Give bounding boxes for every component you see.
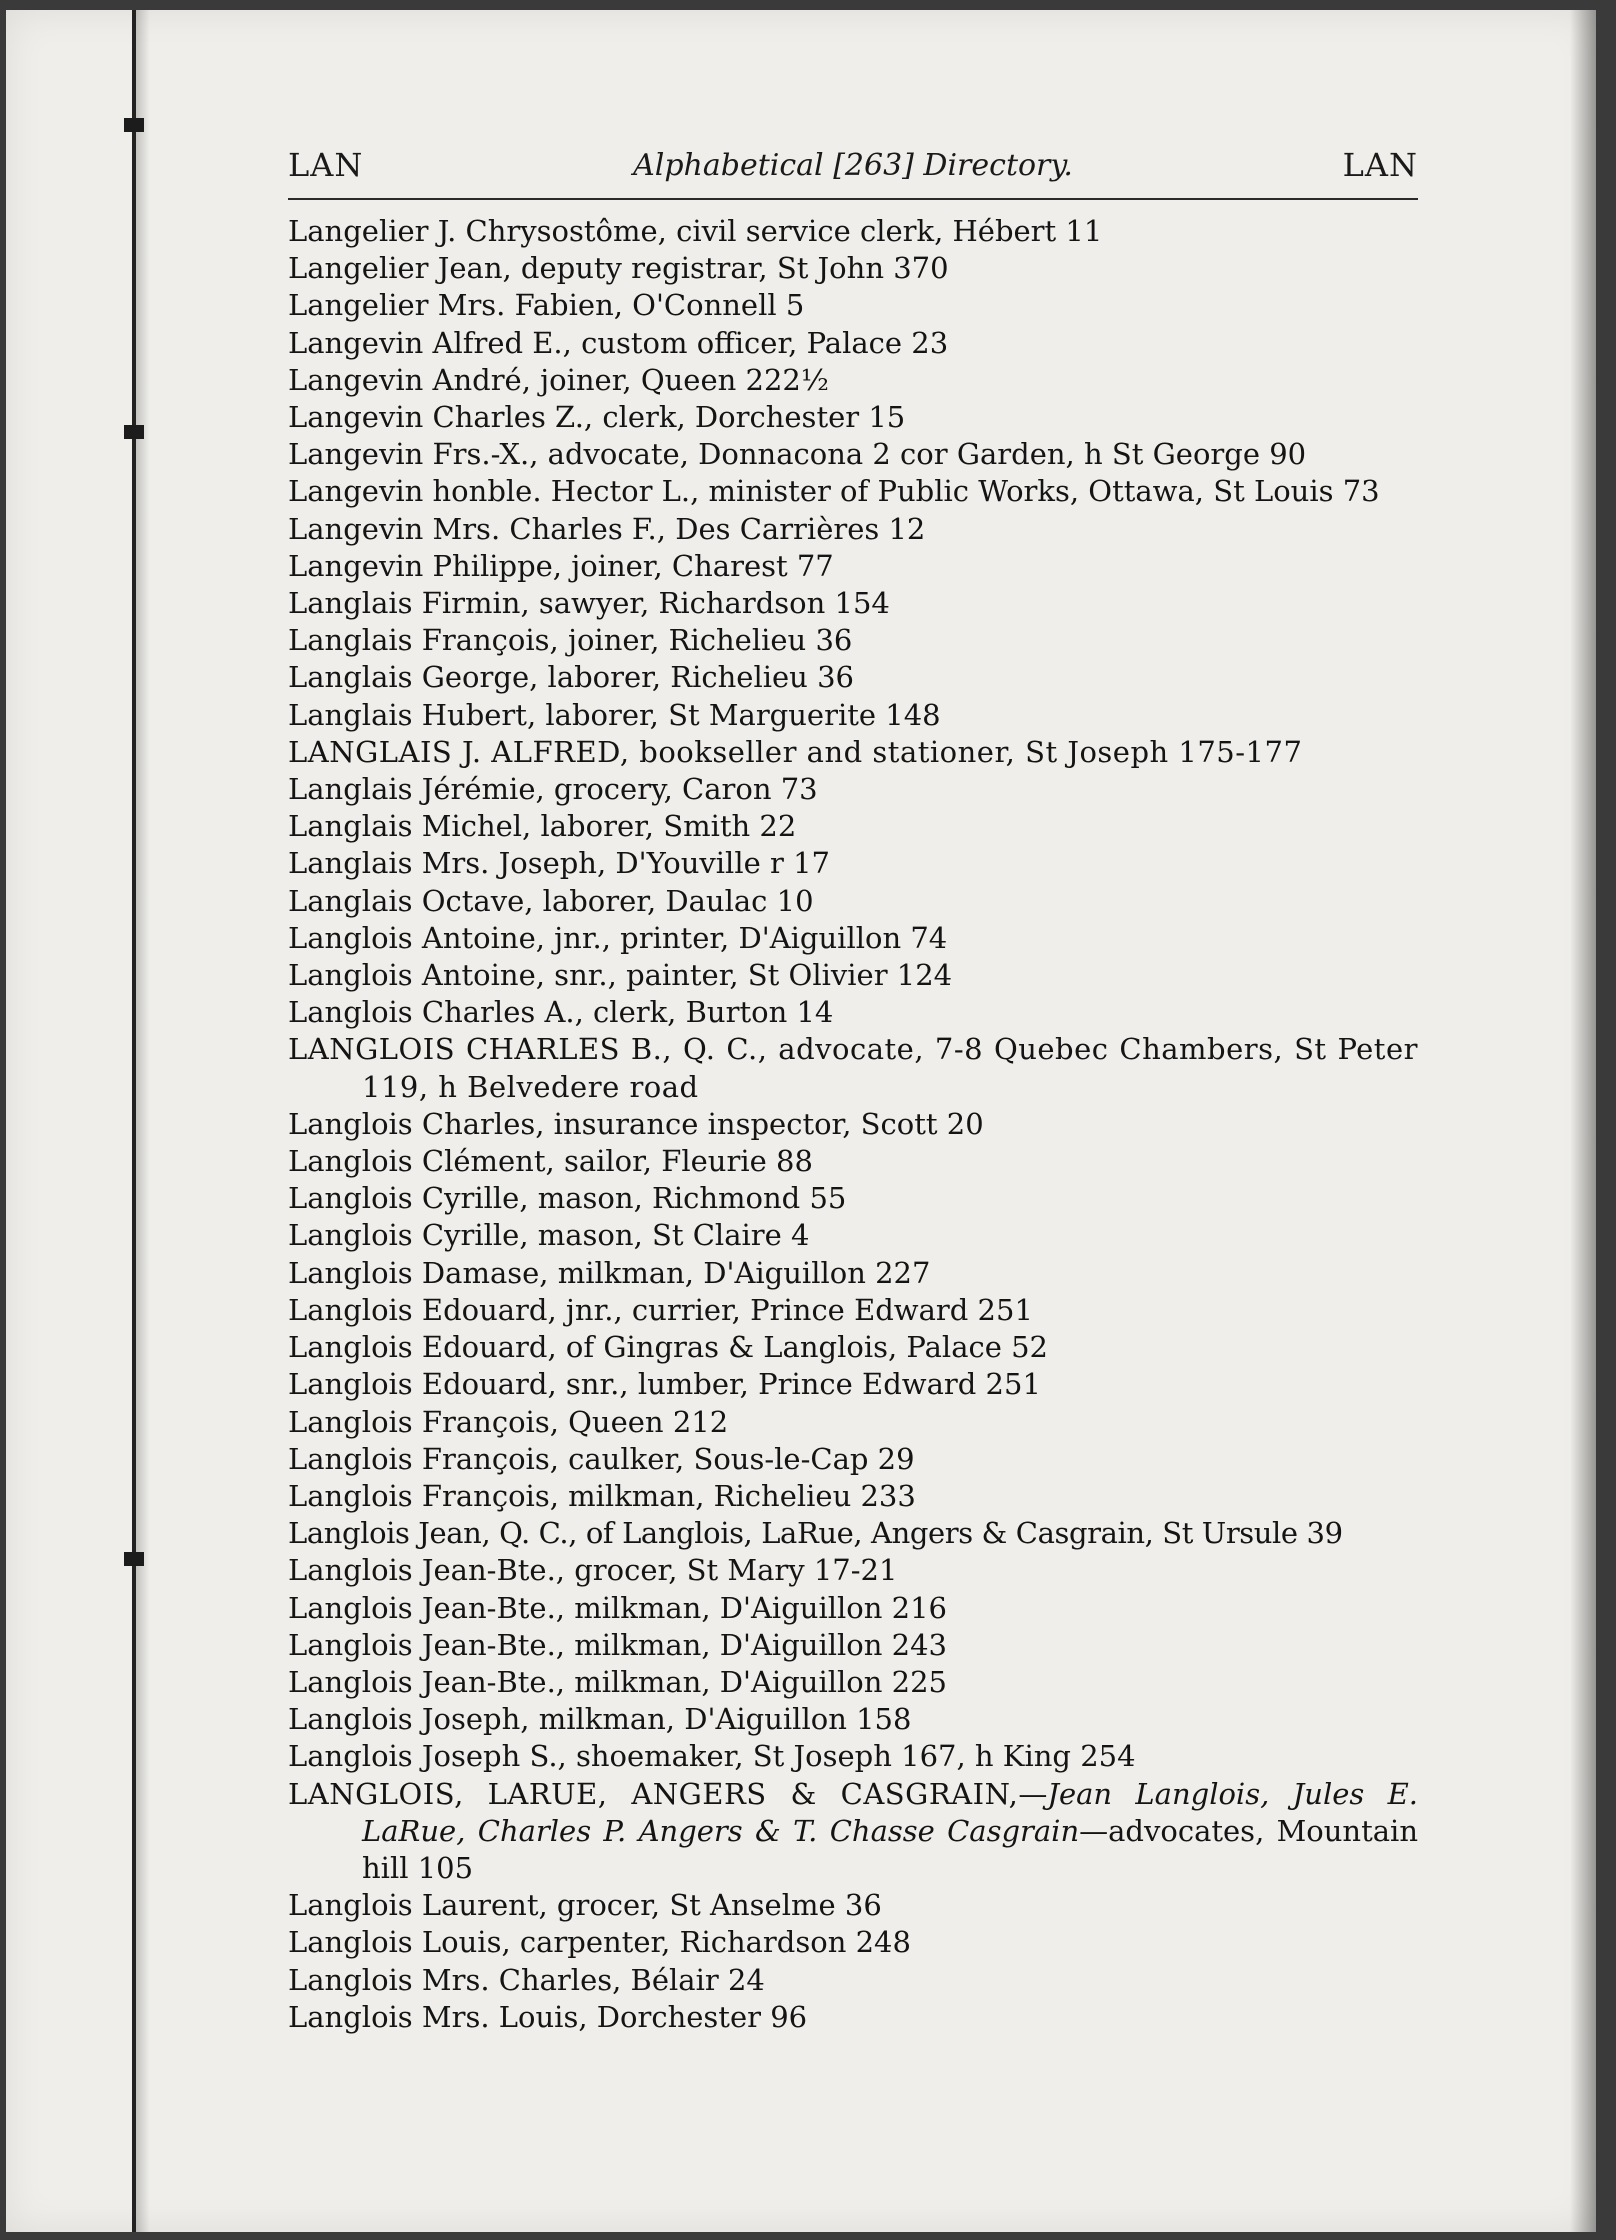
directory-entry: Langlois Edouard, jnr., currier, Prince Edward 251: [288, 1292, 1033, 1327]
directory-entry: Langlais George, laborer, Richelieu 36: [288, 660, 854, 695]
binding-stitch: [124, 118, 144, 132]
directory-entry: LANGLAIS J. ALFRED, bookseller and stationer, St Joseph 175-177: [288, 734, 1303, 769]
header-left-guide: LAN: [288, 146, 364, 184]
firm-dash: —: [1079, 1813, 1109, 1848]
directory-entry: Langelier J. Chrysostôme, civil service clerk, Hébert 11: [288, 214, 1103, 248]
directory-entry: Langevin Mrs. Charles F., Des Carrières 12: [288, 511, 926, 546]
directory-entry: Langlois Jean-Bte., milkman, D'Aiguillon 225: [288, 1664, 947, 1699]
firm-entry: [288, 1776, 1418, 1888]
directory-entry: Langlois Louis, carpenter, Richardson 248: [288, 1925, 911, 1960]
directory-entry: Langlois Damase, milkman, D'Aiguillon 227: [288, 1255, 931, 1290]
directory-entry: Langlois Edouard, of Gingras & Langlois, Palace 52: [288, 1330, 1049, 1365]
directory-entry: Langlois Joseph, milkman, D'Aiguillon 158: [288, 1702, 912, 1737]
directory-entry: Langlais Mrs. Joseph, D'Youville r 17: [288, 846, 830, 881]
directory-entry: LANGLOIS CHARLES B., Q. C., advocate, 7-8 Quebec Chambers, St Peter 119, h Belvedere road: [288, 1032, 1418, 1104]
directory-entry: Langevin Charles Z., clerk, Dorchester 15: [288, 400, 906, 435]
directory-entry: Langlois Antoine, snr., painter, St Olivier 124: [288, 958, 953, 993]
directory-page: [6, 10, 1596, 2232]
directory-entry: Langlois Mrs. Louis, Dorchester 96: [288, 1999, 808, 2034]
directory-entry: Langlais Hubert, laborer, St Marguerite 148: [288, 697, 941, 732]
header-rule: [288, 198, 1418, 200]
directory-entry: Langlais Michel, laborer, Smith 22: [288, 809, 797, 844]
directory-entry: Langlois Charles, insurance inspector, Scott 20: [288, 1106, 984, 1141]
directory-entry: Langlois Cyrille, mason, St Claire 4: [288, 1218, 810, 1253]
directory-entry: Langelier Mrs. Fabien, O'Connell 5: [288, 288, 805, 323]
directory-entry: Langlais Jérémie, grocery, Caron 73: [288, 772, 818, 807]
directory-entry: Langlais Octave, laborer, Daulac 10: [288, 883, 814, 918]
binding-stitch: [124, 1552, 144, 1566]
directory-entry: Langevin honble. Hector L., minister of Public Works, Ottawa, St Louis 73: [288, 474, 1380, 509]
directory-entry: Langlais François, joiner, Richelieu 36: [288, 623, 853, 658]
firm-details: advocates, Mountain hill 105: [362, 1813, 1418, 1885]
directory-entry: Langlois Cyrille, mason, Richmond 55: [288, 1181, 847, 1216]
directory-entry: Langlois Joseph S., shoemaker, St Joseph 167, h King 254: [288, 1739, 1136, 1774]
directory-entry: Langlois François, caulker, Sous-le-Cap 29: [288, 1441, 915, 1476]
directory-entry: Langelier Jean, deputy registrar, St John 370: [288, 251, 949, 286]
running-header: [288, 146, 1418, 194]
firm-name: LANGLOIS, LARUE, ANGERS & CASGRAIN,: [288, 1776, 1019, 1811]
directory-entry: Langevin Philippe, joiner, Charest 77: [288, 548, 834, 583]
directory-entry: Langlois Edouard, snr., lumber, Prince Edward 251: [288, 1367, 1041, 1402]
directory-entry: Langlois Jean-Bte., grocer, St Mary 17-21: [288, 1553, 898, 1588]
header-right-guide: LAN: [1342, 146, 1418, 184]
directory-entry: Langlois Jean-Bte., milkman, D'Aiguillon 243: [288, 1627, 947, 1662]
binding-shadow: [136, 10, 150, 2232]
binding-stitch: [124, 425, 144, 439]
directory-entry: Langlois Laurent, grocer, St Anselme 36: [288, 1888, 882, 1923]
directory-entry: Langlois Charles A., clerk, Burton 14: [288, 995, 834, 1030]
page-right-edge: [1570, 10, 1596, 2232]
directory-entry: Langlois Clément, sailor, Fleurie 88: [288, 1144, 813, 1179]
firm-dash: —: [1018, 1776, 1048, 1811]
directory-entry: Langlois François, Queen 212: [288, 1404, 729, 1439]
directory-entry: Langlois François, milkman, Richelieu 233: [288, 1478, 916, 1513]
directory-entry: Langlois Jean-Bte., milkman, D'Aiguillon 216: [288, 1590, 947, 1625]
directory-entry: Langevin André, joiner, Queen 222½: [288, 362, 829, 397]
directory-entry: Langlois Antoine, jnr., printer, D'Aiguillon 74: [288, 920, 948, 955]
firm-partners: Jean Langlois, Jules E. LaRue, Charles P. Angers & T. Chasse Casgrain: [362, 1776, 1418, 1848]
directory-entries: [288, 213, 1418, 2036]
header-title: Alphabetical [263] Directory.: [633, 148, 1073, 183]
directory-entry: Langlois Jean, Q. C., of Langlois, LaRue, Angers & Casgrain, St Ursule 39: [288, 1516, 1343, 1551]
directory-entry: Langlais Firmin, sawyer, Richardson 154: [288, 586, 890, 621]
directory-entry: Langevin Alfred E., custom officer, Palace 23: [288, 325, 949, 360]
directory-entry: Langevin Frs.-X., advocate, Donnacona 2 cor Garden, h St George 90: [288, 437, 1307, 472]
directory-entry: Langlois Mrs. Charles, Bélair 24: [288, 1962, 765, 1997]
